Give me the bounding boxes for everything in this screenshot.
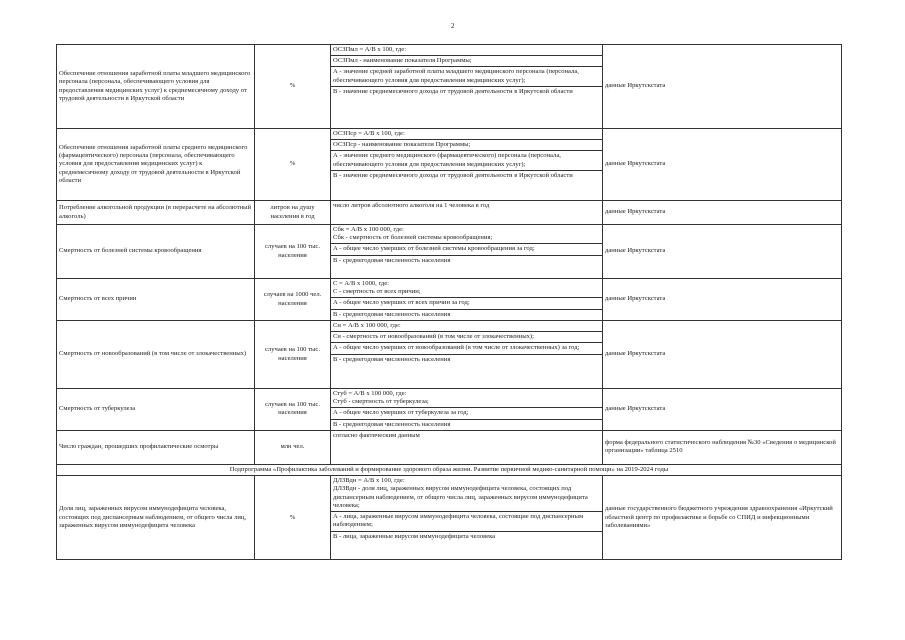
formula-line: В - среднегодовая численность населения: [333, 420, 451, 428]
formula-line: А - общее число умерших от новообразований (в том числе от злокачественных) за год;: [331, 343, 602, 354]
unit-cell: %: [255, 476, 331, 560]
formula-line: согласно фактическим данным: [333, 431, 420, 439]
source-cell: данные Иркутскстата: [603, 389, 842, 431]
unit-cell: случаев на 1000 чел. населения: [255, 279, 331, 321]
unit-cell: случаев на 100 тыс. населения: [255, 321, 331, 389]
table-row: [57, 201, 842, 225]
indicator-cell: Число граждан, прошедших профилактические осмотры: [57, 430, 255, 464]
formula-line: Сбк = А/В х 100 000, где: Сбк - смертность от болезней системы кровообращения;: [331, 225, 602, 244]
indicator-cell: Смертность от болезней системы кровообращения: [57, 225, 255, 279]
subprogram-row: [57, 464, 842, 475]
table-row: [57, 45, 842, 129]
formula-line: В - значение среднемесячного дохода от трудовой деятельности в Иркутской области: [333, 171, 573, 179]
formula-line: В - значение среднемесячного дохода от трудовой деятельности в Иркутской области: [333, 87, 573, 95]
formula-cell: [331, 321, 603, 389]
formula-line: В - лица, зараженные вирусом иммунодефицита человека: [333, 532, 496, 540]
formula-line: ОСЗПср - наименование показателя Программы;: [331, 140, 602, 151]
source-cell: данные Иркутскстата: [603, 321, 842, 389]
source-cell: форма федерального статистического наблюдения №30 «Сведения о медицинской организации» таблица 2510: [603, 430, 842, 464]
unit-cell: %: [255, 129, 331, 201]
source-cell: данные Иркутскстата: [603, 279, 842, 321]
formula-cell: [331, 225, 603, 279]
formula-line: А - общее число умерших от всех причин за год;: [331, 298, 602, 309]
source-cell: данные Иркутскстата: [603, 201, 842, 225]
unit-cell: млн чел.: [255, 430, 331, 464]
formula-cell: [331, 389, 603, 431]
table-row: [57, 430, 842, 464]
subprogram-header: Подпрограмма «Профилактика заболеваний и формирование здорового образа жизни. Развитие первичной медико-санитарной помощи» на 2019-2024 годы: [57, 464, 842, 475]
indicator-cell: Потребление алкогольной продукции (в перерасчете на абсолютный алкоголь): [57, 201, 255, 225]
unit-cell: случаев на 100 тыс. населения: [255, 389, 331, 431]
formula-line: А - общее число умерших от туберкулеза за год;: [331, 408, 602, 419]
formula-line: Сн = А/В х 100 000, где:: [331, 321, 602, 332]
source-cell: данные Иркутскстата: [603, 129, 842, 201]
indicator-cell: Обеспечение отношения заработной платы среднего медицинского (фармацевтического) персонала (персонала, обеспечивающего условия для предоставления медицинских услуг) к среднемесячному доходу от трудовой деятельности в Иркутской области: [57, 129, 255, 201]
formula-line: Стуб = А/В х 100 000, где: Стуб - смертность от туберкулеза;: [331, 389, 602, 408]
formula-line: В - среднегодовая численность населения: [333, 256, 451, 264]
formula-line: А - значение средней заработной платы младшего медицинского персонала (персонала, обеспечивающего условия для предоставления медицинских услуг);: [331, 67, 602, 86]
unit-cell: литров на душу населения в год: [255, 201, 331, 225]
page-number: 2: [451, 22, 455, 30]
formula-line: А - общее число умерших от болезней системы кровообращения за год;: [331, 244, 602, 255]
formula-line: С = А/В х 1000, где: С - смертность от всех причин;: [331, 279, 602, 298]
formula-line: Сн - смертность от новообразований (в том числе от злокачественных);: [331, 332, 602, 343]
indicator-cell: Обеспечение отношения заработной платы младшего медицинского персонала (персонала, обеспечивающего условия для предоставления медицинских услуг) к среднемесячному доходу от трудовой деятельности в Иркутской области: [57, 45, 255, 129]
source-cell: данные Иркутскстата: [603, 45, 842, 129]
unit-cell: случаев на 100 тыс. населения: [255, 225, 331, 279]
table-row: [57, 476, 842, 560]
formula-cell: [331, 129, 603, 201]
formula-line: ОСЗПмл - наименование показателя Программы;: [331, 56, 602, 67]
indicator-cell: Смертность от туберкулеза: [57, 389, 255, 431]
table-row: [57, 389, 842, 431]
formula-cell: [331, 45, 603, 129]
unit-cell: %: [255, 45, 331, 129]
table-row: [57, 225, 842, 279]
formula-line: В - среднегодовая численность населения: [333, 310, 451, 318]
formula-line: число литров абсолютного алкоголя на 1 человека в год: [333, 202, 490, 209]
table-row: [57, 321, 842, 389]
indicator-cell: Смертность от новообразований (в том числе от злокачественных): [57, 321, 255, 389]
indicators-table: [56, 44, 842, 560]
source-cell: данные Иркутскстата: [603, 225, 842, 279]
formula-line: ОСЗПср = А/В х 100, где:: [331, 129, 602, 140]
indicator-cell: Доля лиц, зараженных вирусом иммунодефицита человека, состоящих под диспансерным наблюдением, от общего числа лиц, зараженных вирусом иммунодефицита человека: [57, 476, 255, 560]
formula-cell: [331, 476, 603, 560]
source-cell: данные государственного бюджетного учреждения здравоохранения «Иркутский областной центр по профилактике и борьбе со СПИД и инфекционными заболеваниями»: [603, 476, 842, 560]
table-row: [57, 279, 842, 321]
formula-line: А - лица, зараженные вирусом иммунодефицита человека, состоящие под диспансерным наблюдением;: [331, 512, 602, 531]
formula-line: А - значение среднего медицинского (фармацевтического) персонала (персонала, обеспечивающего условия для предоставления медицинских услуг);: [331, 151, 602, 170]
formula-cell: [331, 430, 603, 464]
table-row: [57, 129, 842, 201]
formula-line: В - среднегодовая численность населения: [333, 355, 451, 363]
formula-line: ОСЗПмл = А/В х 100, где:: [331, 45, 602, 56]
indicator-cell: Смертность от всех причин: [57, 279, 255, 321]
formula-line: ДЛЗВдн = А/В х 100, где: ДЛЗВдн - доля лиц, зараженных вирусом иммунодефицита человека, состоящих под диспансерным наблюдением, от общего числа лиц, зараженных вирусом иммунодефицита человека;: [331, 476, 602, 512]
formula-cell: [331, 279, 603, 321]
formula-cell: [331, 201, 603, 225]
